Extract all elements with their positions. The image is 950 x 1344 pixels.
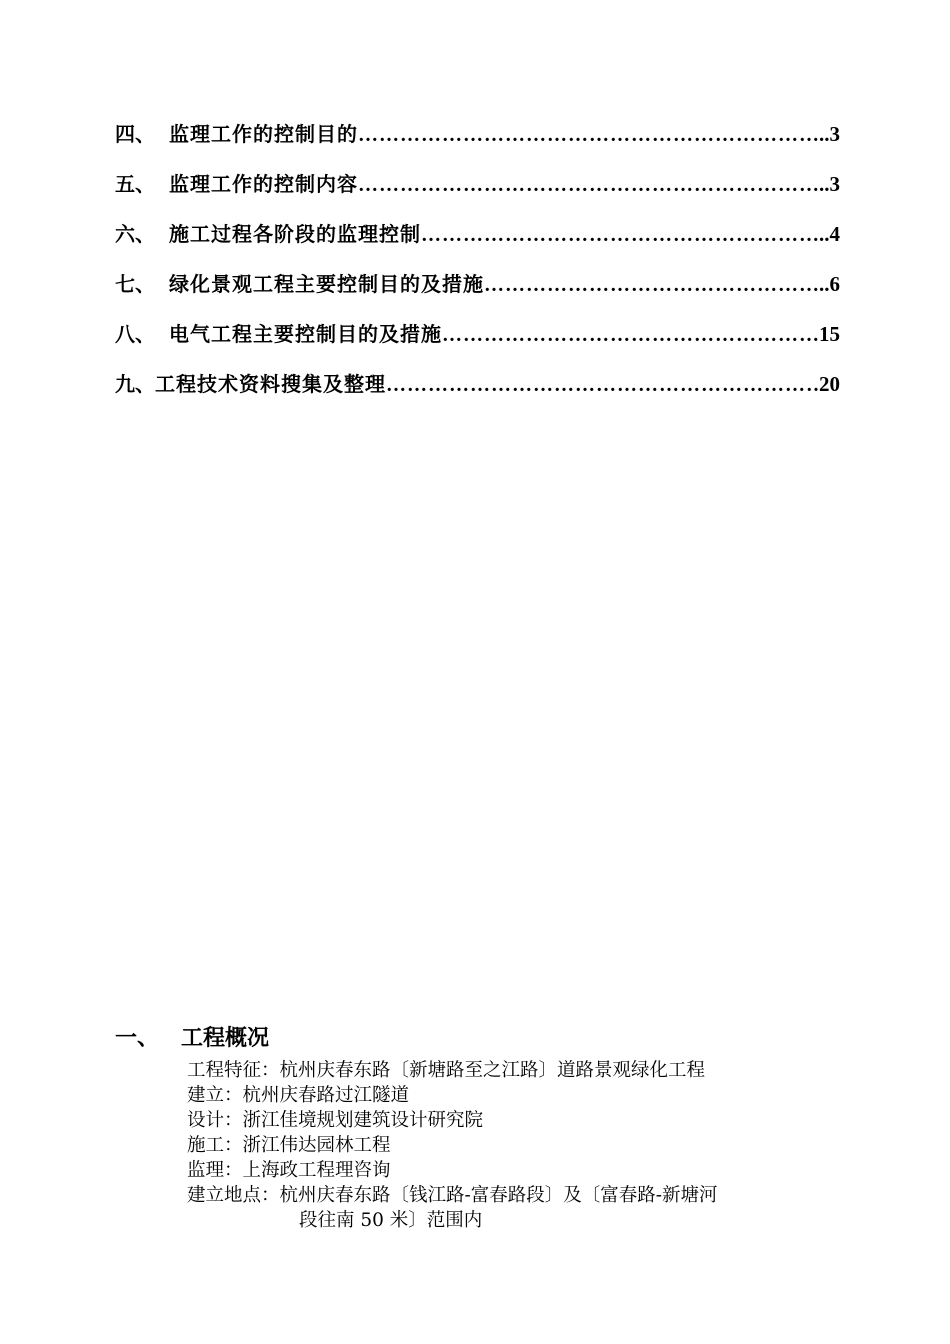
toc-leader-dots xyxy=(358,124,819,147)
toc-entry[interactable] xyxy=(115,268,840,318)
toc-entry-title: 施工过程各阶段的监理控制 xyxy=(169,222,421,246)
toc-entry-title: 监理工作的控制目的 xyxy=(169,122,358,146)
toc-leader-dots xyxy=(386,374,819,397)
toc-entry-number: 五、 xyxy=(115,172,155,196)
toc-entry-page: ..3 xyxy=(819,172,840,196)
toc-entry-page: ..6 xyxy=(819,272,840,296)
toc-entry-number: 八、 xyxy=(115,322,155,346)
info-line-location-continued: 段往南 50 米〕范围内 xyxy=(299,1210,483,1231)
toc-entry-number: 六、 xyxy=(115,222,155,246)
section-number: 一、 xyxy=(115,1024,160,1051)
toc-entry-page: 15 xyxy=(819,322,840,346)
toc-leader-dots xyxy=(421,224,819,247)
toc-entry-title: 监理工作的控制内容 xyxy=(169,172,358,196)
info-line-design: 设计：浙江佳境规划建筑设计研究院 xyxy=(187,1110,484,1131)
toc-entry-page: 20 xyxy=(819,372,840,396)
toc-leader-dots xyxy=(484,274,819,297)
toc-entry[interactable] xyxy=(115,318,840,368)
toc-leader-dots xyxy=(442,324,819,347)
info-line-supervision: 监理：上海政工程理咨询 xyxy=(187,1160,391,1181)
project-info-list xyxy=(187,1058,875,1233)
toc-entry-number: 九、 xyxy=(115,372,155,396)
info-line-construction-unit: 建立：杭州庆春路过江隧道 xyxy=(187,1085,410,1106)
toc-entry-title: 工程技术资料搜集及整理 xyxy=(155,372,386,396)
project-overview-section xyxy=(115,1014,875,1233)
info-line-contractor: 施工：浙江伟达园林工程 xyxy=(187,1135,391,1156)
toc-entry-number: 四、 xyxy=(115,122,155,146)
toc-entry[interactable] xyxy=(115,168,840,218)
toc-entry[interactable] xyxy=(115,218,840,268)
toc-entry-number: 七、 xyxy=(115,272,155,296)
toc-leader-dots xyxy=(358,174,819,197)
table-of-contents xyxy=(115,118,840,418)
toc-entry-page: ..4 xyxy=(819,222,840,246)
info-line-features: 工程特征：杭州庆春东路〔新塘路至之江路〕道路景观绿化工程 xyxy=(187,1060,706,1081)
toc-entry-title: 电气工程主要控制目的及措施 xyxy=(169,322,442,346)
info-line-location: 建立地点：杭州庆春东路〔钱江路-富春路段〕及〔富春路-新塘河 xyxy=(187,1185,718,1206)
toc-entry[interactable] xyxy=(115,118,840,168)
toc-entry-title: 绿化景观工程主要控制目的及措施 xyxy=(169,272,484,296)
section-title: 工程概况 xyxy=(181,1024,270,1051)
toc-entry-page: ..3 xyxy=(819,122,840,146)
section-heading xyxy=(115,1014,875,1058)
toc-entry[interactable] xyxy=(115,368,840,418)
